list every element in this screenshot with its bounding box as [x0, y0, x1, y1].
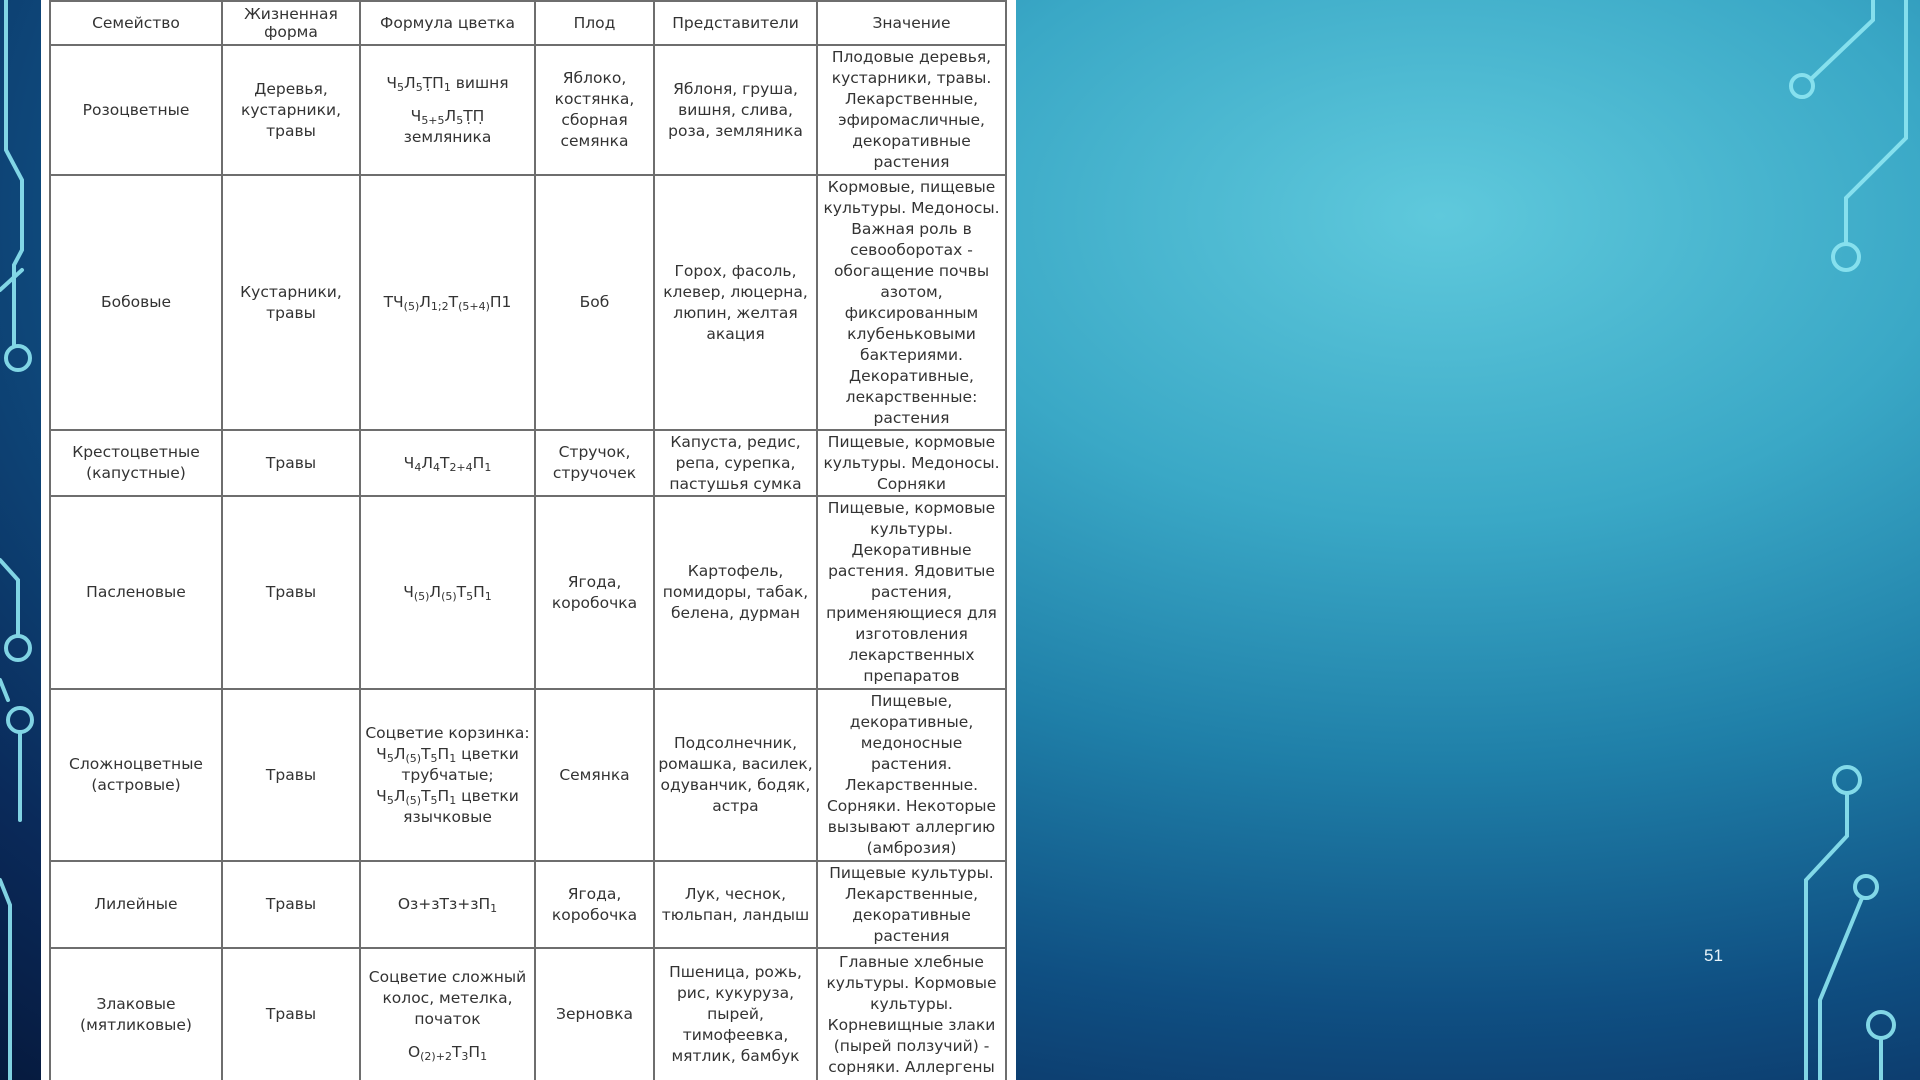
- fruit-cell: Стручок, стручочек: [535, 430, 654, 496]
- life-form-cell: Деревья, кустарники, травы: [222, 45, 360, 175]
- formula-inflorescence-label: Соцветие корзинка:: [365, 723, 530, 742]
- fruit-cell: Боб: [535, 175, 654, 430]
- family-cell: Пасленовые: [50, 496, 222, 689]
- meaning-cell: Главные хлебные культуры. Кормовые культуры. Корневищные злаки (пырей ползучий) - сорняки. Аллергены: [817, 948, 1006, 1080]
- table-row: [50, 430, 1006, 496]
- table-row: [50, 689, 1006, 861]
- formula-cereal: $O_{(2)+2}T_3П_1$: [407, 1042, 488, 1063]
- formula-cherry-label: вишня: [455, 73, 509, 92]
- table-row: [50, 861, 1006, 948]
- fruit-cell: Ягода, коробочка: [535, 496, 654, 689]
- formula-cell: $Oз+зTз+зП_1$: [360, 861, 535, 948]
- fruit-cell: Зерновка: [535, 948, 654, 1080]
- meaning-cell: Пищевые, декоративные, медоносные растения. Лекарственные. Сорняки. Некоторые вызывают аллергию (амброзия): [817, 689, 1006, 861]
- formula-ligulate: $Ч_5Л_{(5)}Т_5П_1$ цветки язычковые: [376, 786, 519, 826]
- formula-cell: $ТЧ_{(5)}Л_{1;2}Т_{(5+4)}П1$: [360, 175, 535, 430]
- formula-cereal-label: Соцветие сложный колос, метелка, початок: [368, 967, 527, 1028]
- representatives-cell: Яблоня, груша, вишня, слива, роза, земляника: [654, 45, 817, 175]
- formula-strawberry: $Ч_{5+5}Л_5Т̣П̣$: [410, 106, 485, 127]
- representatives-cell: Горох, фасоль, клевер, люцерна, люпин, желтая акация: [654, 175, 817, 430]
- table-row: [50, 496, 1006, 689]
- table-header-row: [50, 1, 1006, 45]
- life-form-cell: Травы: [222, 689, 360, 861]
- flower-families-table: [49, 0, 1007, 1080]
- fruit-cell: Ягода, коробочка: [535, 861, 654, 948]
- table-panel: [41, 0, 1016, 1080]
- family-cell: Лилейные: [50, 861, 222, 948]
- life-form-cell: Травы: [222, 496, 360, 689]
- representatives-cell: Капуста, редис, репа, сурепка, пастушья сумка: [654, 430, 817, 496]
- header-family: Семейство: [50, 1, 222, 45]
- header-flower-formula: Формула цветка: [360, 1, 535, 45]
- fruit-cell: Яблоко, костянка, сборная семянка: [535, 45, 654, 175]
- slide-number: 51: [1704, 946, 1723, 965]
- representatives-cell: Картофель, помидоры, табак, белена, дурман: [654, 496, 817, 689]
- representatives-cell: Лук, чеснок, тюльпан, ландыш: [654, 861, 817, 948]
- life-form-cell: Кустарники, травы: [222, 175, 360, 430]
- formula-tubular-label: цветки трубчатые;: [401, 744, 519, 784]
- header-representatives: Представители: [654, 1, 817, 45]
- formula-cell: [360, 948, 535, 1080]
- life-form-cell: Травы: [222, 861, 360, 948]
- formula-strawberry-label: земляника: [403, 127, 492, 146]
- formula-cell: [360, 45, 535, 175]
- formula-cherry: $Ч_5Л_5Т̣П_1$ вишня: [386, 73, 509, 94]
- family-cell: Бобовые: [50, 175, 222, 430]
- formula-cell: [360, 689, 535, 861]
- meaning-cell: Пищевые культуры. Лекарственные, декоративные растения: [817, 861, 1006, 948]
- representatives-cell: Подсолнечник, ромашка, василек, одуванчик, бодяк, астра: [654, 689, 817, 861]
- life-form-cell: Травы: [222, 430, 360, 496]
- formula-cell: $Ч_4Л_4Т_{2+4}П_1$: [360, 430, 535, 496]
- formula-tubular: $Ч_5Л_{(5)}Т_5П_1$ цветки трубчатые;: [376, 744, 519, 784]
- header-fruit: Плод: [535, 1, 654, 45]
- fruit-cell: Семянка: [535, 689, 654, 861]
- table-row: [50, 45, 1006, 175]
- family-cell: Розоцветные: [50, 45, 222, 175]
- table-row: [50, 948, 1006, 1080]
- family-cell: Сложноцветные (астровые): [50, 689, 222, 861]
- family-cell: Злаковые (мятликовые): [50, 948, 222, 1080]
- meaning-cell: Пищевые, кормовые культуры. Медоносы. Сорняки: [817, 430, 1006, 496]
- meaning-cell: Пищевые, кормовые культуры. Декоративные растения. Ядовитые растения, применяющиеся для изготовления лекарственных препаратов: [817, 496, 1006, 689]
- formula-cell: $Ч_{(5)}Л_{(5)}Т_5П_1$: [360, 496, 535, 689]
- meaning-cell: Кормовые, пищевые культуры. Медоносы. Важная роль в севооборотах - обогащение почвы азотом, фиксированным клубеньковыми бактериями. Декоративные, лекарственные: растения: [817, 175, 1006, 430]
- representatives-cell: Пшеница, рожь, рис, кукуруза, пырей, тимофеевка, мятлик, бамбук: [654, 948, 817, 1080]
- formula-ligulate-label: цветки язычковые: [403, 786, 519, 826]
- life-form-cell: Травы: [222, 948, 360, 1080]
- family-cell: Крестоцветные (капустные): [50, 430, 222, 496]
- meaning-cell: Плодовые деревья, кустарники, травы. Лекарственные, эфиромасличные, декоративные растения: [817, 45, 1006, 175]
- table-row: [50, 175, 1006, 430]
- header-life-form: Жизненная форма: [222, 1, 360, 45]
- header-meaning: Значение: [817, 1, 1006, 45]
